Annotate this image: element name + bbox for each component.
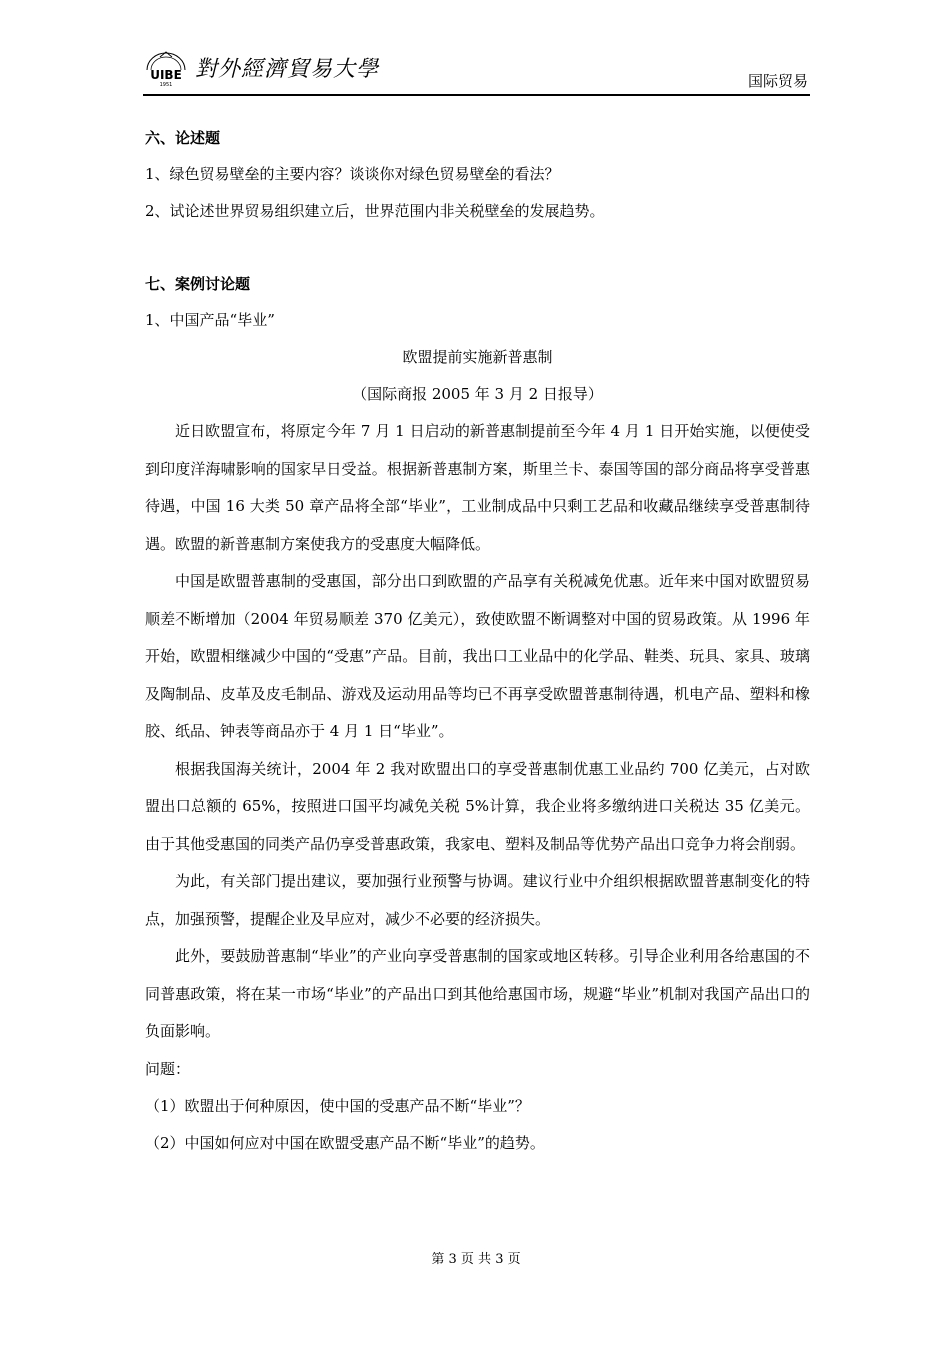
article-source: （国际商报 2005 年 3 月 2 日报导） — [352, 385, 603, 403]
article-paragraph: 根据我国海关统计，2004 年 2 我对欧盟出口的享受普惠制优惠工业品约 700 亿美元，占对欧盟出口总额的 65%，按照进口国平均减免关税 5%计算，我企业将多缴纳进口关税达 35 亿美元。由于其他受惠国的同类产品仍享受普惠政策，我家电、塑料及制品等优势产品出口竞争力将会削弱。 — [145, 759, 810, 853]
section-heading: 七、案例讨论题 — [145, 275, 251, 293]
university-seal-logo — [143, 48, 189, 88]
page-number: 第 3 页 共 3 页 — [431, 1252, 521, 1267]
course-title: 国际贸易 — [747, 72, 808, 90]
case-question: （1）欧盟出于何种原因，使中国的受惠产品不断“毕业”？ — [145, 1096, 530, 1115]
document-body — [145, 120, 810, 1162]
section-heading: 六、论述题 — [145, 129, 221, 147]
svg-text:1951: 1951 — [159, 82, 173, 88]
page-header — [143, 44, 810, 96]
case-title: 1、中国产品“毕业” — [145, 311, 275, 329]
article-paragraph: 此外，要鼓励普惠制“毕业”的产业向享受普惠制的国家或地区转移。引导企业利用各给惠国的不同普惠政策，将在某一市场“毕业”的产品出口到其他给惠国市场，规避“毕业”机制对我国产品出口的负面影响。 — [145, 947, 810, 1040]
questions-label: 问题： — [145, 1059, 191, 1078]
article-title: 欧盟提前实施新普惠制 — [402, 348, 553, 366]
article-paragraph: 近日欧盟宣布，将原定今年 7 月 1 日启动的新普惠制提前至今年 4 月 1 日开始实施，以便使受到印度洋海啸影响的国家早日受益。根据新普惠制方案，斯里兰卡、泰国等国的部分商品将享受普惠待遇，中国 16 大类 50 章产品将全部“毕业”，工业制成品中只剩工艺品和收藏品继续享受普惠制待遇。欧盟的新普惠制方案使我方的受惠度大幅降低。 — [145, 422, 810, 553]
essay-question: 2、试论述世界贸易组织建立后，世界范围内非关税壁垒的发展趋势。 — [145, 202, 605, 220]
svg-text:UIBE: UIBE — [150, 68, 182, 82]
essay-question: 1、绿色贸易壁垒的主要内容？谈谈你对绿色贸易壁垒的看法？ — [145, 165, 560, 183]
article-paragraph: 为此，有关部门提出建议，要加强行业预警与协调。建议行业中介组织根据欧盟普惠制变化的特点，加强预警，提醒企业及早应对，减少不必要的经济损失。 — [145, 872, 810, 928]
university-name-logo: 對外經濟貿易大學 — [195, 57, 380, 82]
article-paragraph: 中国是欧盟普惠制的受惠国，部分出口到欧盟的产品享有关税减免优惠。近年来中国对欧盟贸易顺差不断增加（2004 年贸易顺差 370 亿美元），致使欧盟不断调整对中国的贸易政策。从 1996 年开始，欧盟相继减少中国的“受惠”产品。目前，我出口工业品中的化学品、鞋类、玩具、家具、玻璃及陶制品、皮革及皮毛制品、游戏及运动用品等均已不再享受欧盟普惠制待遇，机电产品、塑料和橡胶、纸品、钟表等商品亦于 4 月 1 日“毕业”。 — [145, 572, 810, 740]
case-question: （2）中国如何应对中国在欧盟受惠产品不断“毕业”的趋势。 — [145, 1133, 545, 1152]
